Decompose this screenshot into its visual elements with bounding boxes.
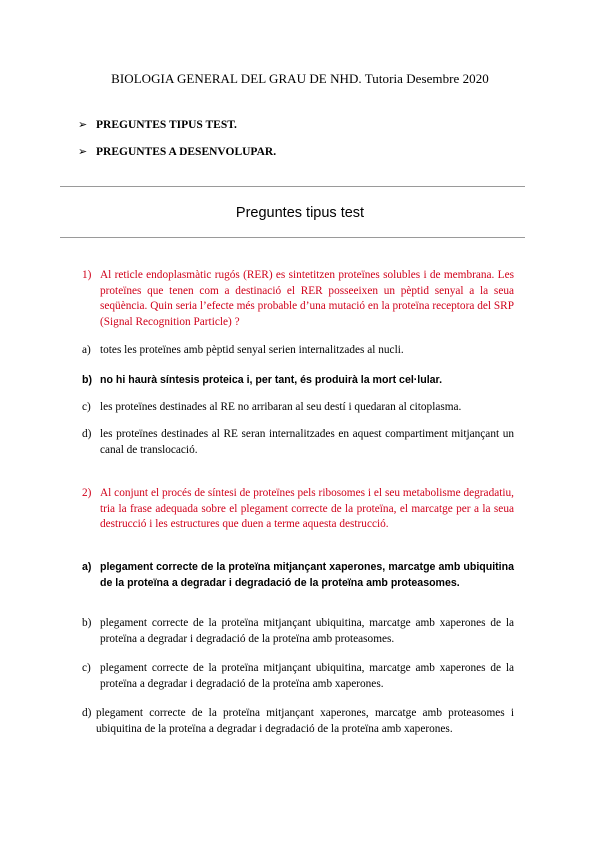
question-number: 1)	[82, 269, 92, 281]
option-text: no hi haurà síntesis proteica i, per tant, és produirà la mort cel·lular.	[100, 374, 443, 386]
question-1	[82, 268, 514, 330]
document-header: BIOLOGIA GENERAL DEL GRAU DE NHD. Tutoria Desembre 2020	[111, 71, 489, 86]
option-label: a)	[82, 561, 92, 573]
option-text: plegament correcte de la proteïna mitjançant ubiquitina, marcatge amb xaperones de la proteïna a degradar i degradació de la proteïna amb proteasomes.	[100, 617, 514, 645]
question-1-option-d	[82, 427, 514, 458]
option-label: c)	[82, 401, 91, 413]
question-text: Al conjunt el procés de síntesi de proteïnes pels ribosomes i el seu metabolisme degradatiu, tria la frase adequada sobre el plegament correcte de la proteïna, el marcatge per a la seua destrucció i les estructures que duen a terme aquesta destrucció.	[100, 487, 514, 531]
option-label: c)	[82, 662, 91, 674]
question-number: 2)	[82, 487, 92, 499]
arrow-bullet-icon: ➢	[78, 145, 88, 158]
option-label: b)	[82, 617, 92, 629]
question-2	[82, 486, 514, 533]
question-text: Al reticle endoplasmàtic rugós (RER) es sintetitzen proteïnes solubles i de membrana. Les proteïnes que tenen com a destinació el RER posseeixen un pèptid senyal a la seua seqüència. Quin seria l’efecte més probable d’una mutació en la proteïna receptora del SRP (Signal Recognition Particle) ?	[100, 269, 514, 328]
option-text: totes les proteïnes amb pèptid senyal serien internalitzades al nucli.	[100, 344, 404, 356]
divider-top	[60, 186, 525, 187]
divider-bottom	[60, 237, 525, 238]
option-text: plegament correcte de la proteïna mitjançant xaperones, marcatge amb proteasomes i ubiquitina de la proteïna a degradar i degradació de la proteïna amb xaperones.	[96, 707, 514, 735]
option-label: d)	[82, 707, 92, 719]
option-text: plegament correcte de la proteïna mitjançant ubiquitina, marcatge amb xaperones de la proteïna a degradar i degradació de la proteïna amb xaperones.	[100, 662, 514, 690]
question-2-option-d	[82, 706, 514, 737]
toc-label: PREGUNTES TIPUS TEST.	[96, 119, 237, 131]
arrow-bullet-icon: ➢	[78, 118, 88, 131]
question-2-option-c	[82, 661, 514, 692]
option-label: b)	[82, 374, 92, 386]
option-text: les proteïnes destinades al RE seran internalitzades en aquest compartiment mitjançant un canal de translocació.	[100, 428, 514, 456]
toc-label: PREGUNTES A DESENVOLUPAR.	[96, 146, 277, 158]
option-text: les proteïnes destinades al RE no arribaran al seu destí i quedaran al citoplasma.	[100, 401, 462, 413]
question-1-option-b	[82, 373, 514, 389]
question-1-option-a	[82, 343, 514, 359]
toc-item-develop	[78, 145, 276, 158]
section-title: Preguntes tipus test	[235, 205, 365, 221]
option-label: d)	[82, 428, 92, 440]
option-text: plegament correcte de la proteïna mitjançant xaperones, marcatge amb ubiquitina de la proteïna a degradar i degradació de la proteïna amb proteasomes.	[100, 561, 514, 589]
question-1-option-c	[82, 400, 514, 416]
question-2-option-a	[82, 560, 514, 591]
question-2-option-b	[82, 616, 514, 647]
toc-item-test	[78, 118, 237, 131]
option-label: a)	[82, 344, 91, 356]
